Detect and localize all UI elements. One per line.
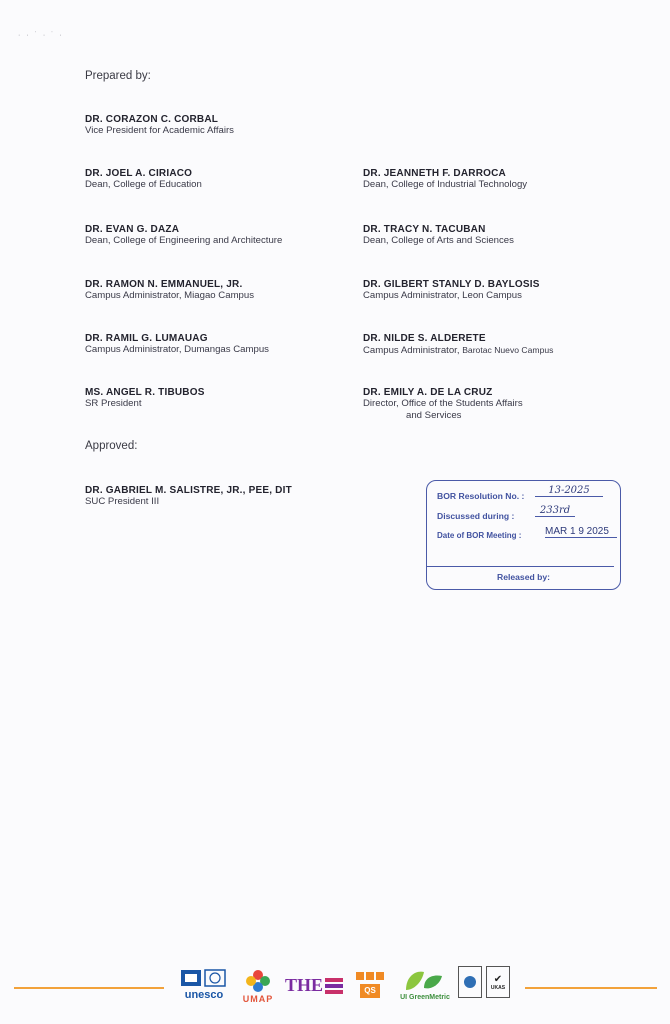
signatory-title-line2: and Services [406, 410, 462, 421]
released-by-label: Released by: [496, 572, 551, 582]
qs-text: QS [360, 984, 380, 998]
signatory-left-5 [85, 387, 205, 410]
umap-flower-icon [244, 968, 272, 994]
signatory-name: DR. TRACY N. TACUBAN [363, 224, 486, 235]
signatory-name: DR. JEANNETH F. DARROCA [363, 168, 506, 179]
prepared-by-label: Prepared by: [85, 70, 151, 82]
the-stripes [325, 978, 343, 994]
signatory-name: DR. NILDE S. ALDERETE [363, 333, 486, 344]
iso-globe-icon [464, 976, 476, 988]
the-text: THE [285, 975, 324, 995]
signatory-title: SUC President III [85, 496, 160, 507]
signatory-title: Campus Administrator, Dumangas Campus [85, 344, 269, 355]
stamp-divider [427, 566, 614, 567]
signatory-president [85, 485, 292, 508]
signatory-vp [85, 114, 234, 137]
signatory-right-4 [363, 333, 553, 357]
signatory-name: DR. CORAZON C. CORBAL [85, 114, 219, 125]
resolution-label: BOR Resolution No. : [437, 491, 525, 501]
signatory-name: DR. JOEL A. CIRIACO [85, 168, 193, 179]
signatory-title: Vice President for Academic Affairs [85, 125, 234, 136]
unesco-emblem-icon [179, 968, 229, 990]
signatory-title: Dean, College of Engineering and Architecture [85, 235, 283, 246]
signatory-name: MS. ANGEL R. TIBUBOS [85, 387, 205, 398]
signatory-right-3 [363, 279, 540, 302]
umap-logo [240, 968, 276, 1004]
footer-line-left [14, 987, 164, 989]
footer-line-right [525, 987, 657, 989]
iso-badge [458, 966, 482, 998]
discussed-value: 233rd [535, 505, 575, 517]
signatory-left-3 [85, 279, 254, 302]
signatory-title: Campus Administrator, Miagao Campus [85, 290, 255, 301]
signatory-name: DR. GABRIEL M. SALISTRE, JR., PEE, DIT [85, 485, 292, 496]
greenmetric-leaf-icon [402, 968, 448, 994]
date-label: Date of BOR Meeting : [437, 531, 522, 540]
greenmetric-text: UI GreenMetric [400, 994, 450, 1001]
resolution-value: 13-2025 [535, 485, 603, 497]
approved-label: Approved: [85, 440, 138, 452]
signatory-name: DR. GILBERT STANLY D. BAYLOSIS [363, 279, 540, 290]
qs-stars-logo [354, 968, 386, 998]
bor-stamp [426, 480, 621, 590]
qs-star-boxes [356, 972, 384, 980]
unesco-text: unesco [184, 989, 224, 1001]
signatory-title: Dean, College of Arts and Sciences [363, 235, 514, 246]
signatory-title-line1: Director, Office of the Students Affairs [363, 398, 523, 409]
signatory-name: DR. EMILY A. DE LA CRUZ [363, 387, 493, 398]
signatory-name: DR. EVAN G. DAZA [85, 224, 180, 235]
ukas-text: UKAS [490, 984, 506, 991]
signatory-right-2 [363, 224, 514, 247]
signatory-title: Campus Administrator, Leon Campus [363, 290, 522, 301]
title-prefix: Campus Administrator, [363, 345, 460, 356]
signatory-title: Dean, College of Education [85, 179, 202, 190]
signatory-right-5 [363, 387, 523, 422]
signatory-right-1 [363, 168, 527, 191]
date-value: MAR 1 9 2025 [545, 526, 617, 538]
discussed-label: Discussed during : [437, 511, 515, 521]
unesco-logo [176, 968, 232, 1001]
umap-text: UMAP [242, 994, 274, 1004]
the-rankings-logo [285, 975, 335, 996]
signatory-name: DR. RAMIL G. LUMAUAG [85, 333, 208, 344]
signatory-left-1 [85, 168, 202, 191]
iso-ukas-logo [458, 966, 512, 998]
signatory-name: DR. RAMON N. EMMANUEL, JR. [85, 279, 243, 290]
title-campus: Barotac Nuevo Campus [462, 345, 554, 355]
ui-greenmetric-logo [398, 968, 452, 1001]
signatory-title: Dean, College of Industrial Technology [363, 179, 528, 190]
crown-check-icon: ✔ [493, 973, 503, 985]
signatory-title [363, 344, 553, 357]
signatory-title: SR President [85, 398, 142, 409]
ukas-badge [486, 966, 510, 998]
signatory-left-2 [85, 224, 282, 247]
scan-specks: · · ˙ · ˙ · [18, 32, 64, 39]
signatory-left-4 [85, 333, 269, 356]
